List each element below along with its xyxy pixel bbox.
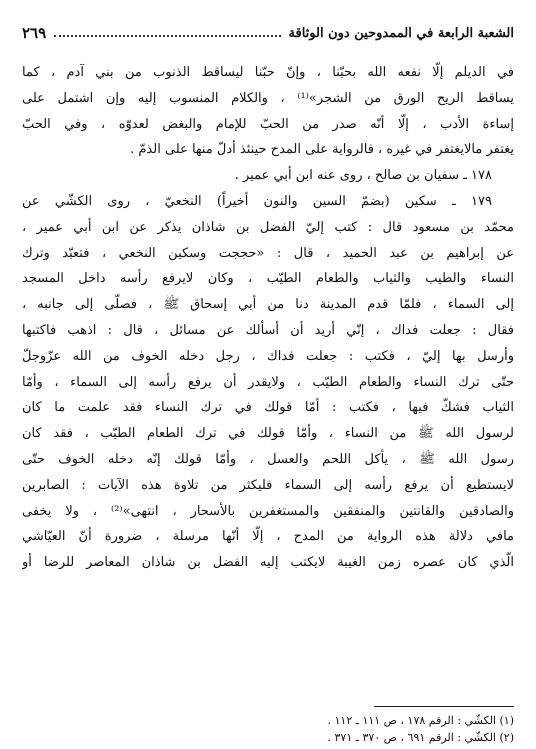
footnote-1: (١) الكشّي : الرقم ١٧٨ ، ص ١١١ ـ ١١٢ . xyxy=(327,714,514,727)
text-line: الّذي كان عصره زمن الغيبة لايكتب إليه الفضل بن شاذان المعاصر للرضا أو xyxy=(22,555,514,571)
text-line: فقال : جعلت فداك ، إنّي أريد أن أسألك عن مسائل ، قال : اذهب فاكتبها xyxy=(22,322,514,338)
text-line: يغتفر مالايغتفر في غيره ، فالرواية على المدح حينئذ أدلّ منها على الذمّ . xyxy=(130,142,514,158)
text-line: لرسول الله ﷺ من النساء ، وأمّا قولك في ترك الطعام الطيّب ، فقد كان xyxy=(22,426,514,442)
text-line: والصادقين والقانتين والمنفقين والمستغفرين بالأسحار ، انتهى»⁽²⁾ ، ولا يخفى xyxy=(22,503,514,519)
text-line: رسول الله ﷺ ، يأكل اللحم والعسل ، وأمّا قولك إنّه دخله الخوف حتّى xyxy=(22,451,514,467)
text-line: وأرسل بها إليّ ، فكتب : جعلت فداك ، رجل دخله الخوف من الله عزّوجلّ xyxy=(22,348,514,364)
header-leader-dots xyxy=(54,35,280,37)
text-line: الثياب فشكّ فيها ، فكتب : أمّا قولك في ترك النساء فقد علمت ما كان xyxy=(22,400,514,416)
text-line: النساء والطيب والثياب والطعام الطيّب ، وكان لايرفع رأسه داخل المسجد xyxy=(22,271,514,287)
text-line: يساقط الريح الورق من الشجر»⁽¹⁾ ، والكلام المنسوب إليه وإن اشتمل على xyxy=(22,90,514,106)
text-line: في الديلم إلّا نفعه الله بحبّنا ، وإنّ حبّنا ليساقط الذنوب من بني آدم ، كما xyxy=(22,65,514,80)
body-text xyxy=(22,60,514,670)
text-line: عن إبراهيم بن عبد الحميد ، قال : «حججت وسكين النخعي ، فتعبّد وترك xyxy=(22,245,514,261)
entry-heading-179: ١٧٩ ـ سكين (بضمّ السين والنون أخيراً) النخعيّ ، روى الكشّي عن xyxy=(22,193,492,209)
page-header xyxy=(22,20,514,46)
footnotes xyxy=(22,712,514,746)
text-line: محمّد بن مسعود قال : كتب إليّ الفضل بن شاذان يذكر عن ابن أبي عمير ، xyxy=(22,219,514,235)
entry-heading-178: ١٧٨ ـ سفيان بن صالح ، روى عنه ابن أبي عمير . xyxy=(234,168,492,184)
text-line: مافي دلالة هذه الرواية من المدح ، إلّا أنّها مرسلة ، ضرورة أنّ العيّاشي xyxy=(22,529,514,545)
running-title: الشعبة الرابعة في الممدوحين دون الوثاقة xyxy=(288,25,514,41)
text-line: لايستطيع أن يرفع رأسه إلى السماء فليكثر من تلاوة هذه الآيات : الصابرين xyxy=(22,477,514,493)
text-line: إلى السماء ، فلمّا قدم المدينة دنا من أبي إسحاق ﷺ ، فصلّى إلى جانبه ، xyxy=(22,297,514,313)
text-line: حتّى ترك النساء والطعام الطيّب ، ولايقدر أن يرفع رأسه إلى السماء ، وأمّا xyxy=(22,374,514,390)
page-number: ٢٦٩ xyxy=(22,24,47,42)
footnote-2: (٢) الكشّي : الرقم ٦٩١ ، ص ٣٧٠ ـ ٣٧١ . xyxy=(327,731,514,744)
footnote-separator xyxy=(374,706,514,707)
text-line: إساءة الأدب ، إلّا أنّه صدر من الحبّ للإمام والبغض لعدوّه ، وفي الحبّ xyxy=(22,116,514,132)
